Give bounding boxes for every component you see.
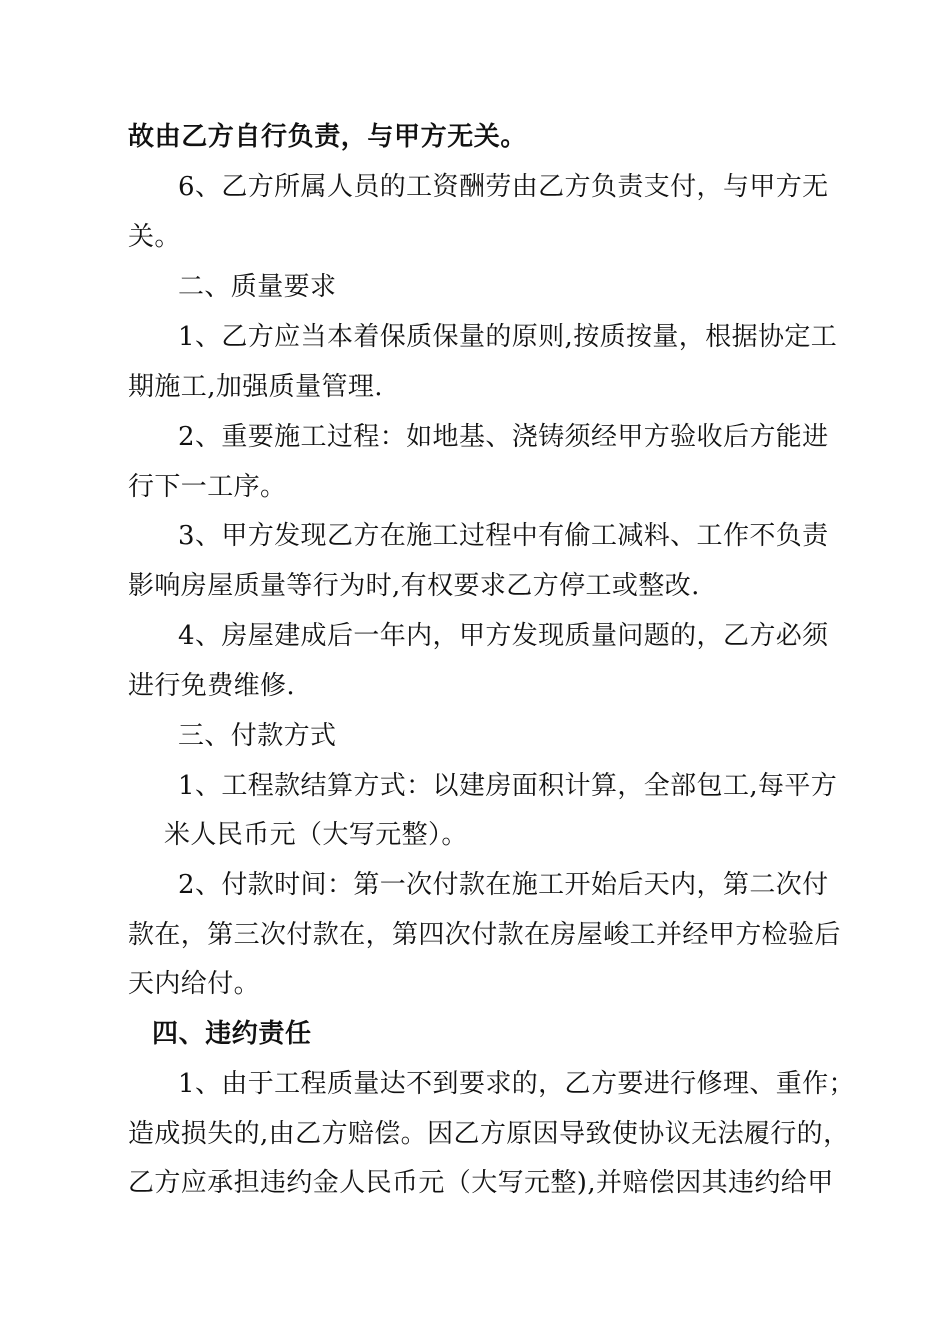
- text-line: 6、乙方所属人员的工资酬劳由乙方负责支付，与甲方无: [178, 172, 829, 202]
- text-line: 款在，第三次付款在，第四次付款在房屋峻工并经甲方检验后: [128, 920, 841, 950]
- text-line: 2、重要施工过程：如地基、浇铸须经甲方验收后方能进: [178, 422, 829, 452]
- text-line: 期施工,加强质量管理.: [128, 372, 383, 402]
- text-line: 米人民币元（大写元整）。: [164, 820, 468, 850]
- text-line: 1、乙方应当本着保质保量的原则,按质按量，根据协定工: [178, 322, 838, 352]
- text-line: 天内给付。: [128, 969, 261, 999]
- text-line: 1、工程款结算方式：以建房面积计算，全部包工,每平方: [178, 771, 838, 801]
- text-line: 进行免费维修.: [128, 671, 296, 701]
- text-line: 3、甲方发现乙方在施工过程中有偷工减料、工作不负责: [178, 521, 829, 551]
- text-line: 4、房屋建成后一年内，甲方发现质量问题的，乙方必须: [178, 621, 829, 651]
- text-line: 乙方应承担违约金人民币元（大写元整),并赔偿因其违约给甲: [128, 1168, 834, 1198]
- section-heading: 四、违约责任: [152, 1019, 312, 1049]
- text-line: 故由乙方自行负责，与甲方无关。: [128, 122, 528, 152]
- text-line: 2、付款时间：第一次付款在施工开始后天内，第二次付: [178, 870, 829, 900]
- text-line: 行下一工序。: [128, 472, 287, 502]
- section-heading: 二、质量要求: [178, 272, 337, 302]
- section-heading: 三、付款方式: [178, 721, 337, 751]
- text-line: 关。: [128, 222, 181, 252]
- text-line: 造成损失的,由乙方赔偿。因乙方原因导致使协议无法履行的，: [128, 1119, 850, 1149]
- text-line: 1、由于工程质量达不到要求的，乙方要进行修理、重作；: [178, 1069, 855, 1099]
- text-line: 影响房屋质量等行为时,有权要求乙方停工或整改.: [128, 571, 700, 601]
